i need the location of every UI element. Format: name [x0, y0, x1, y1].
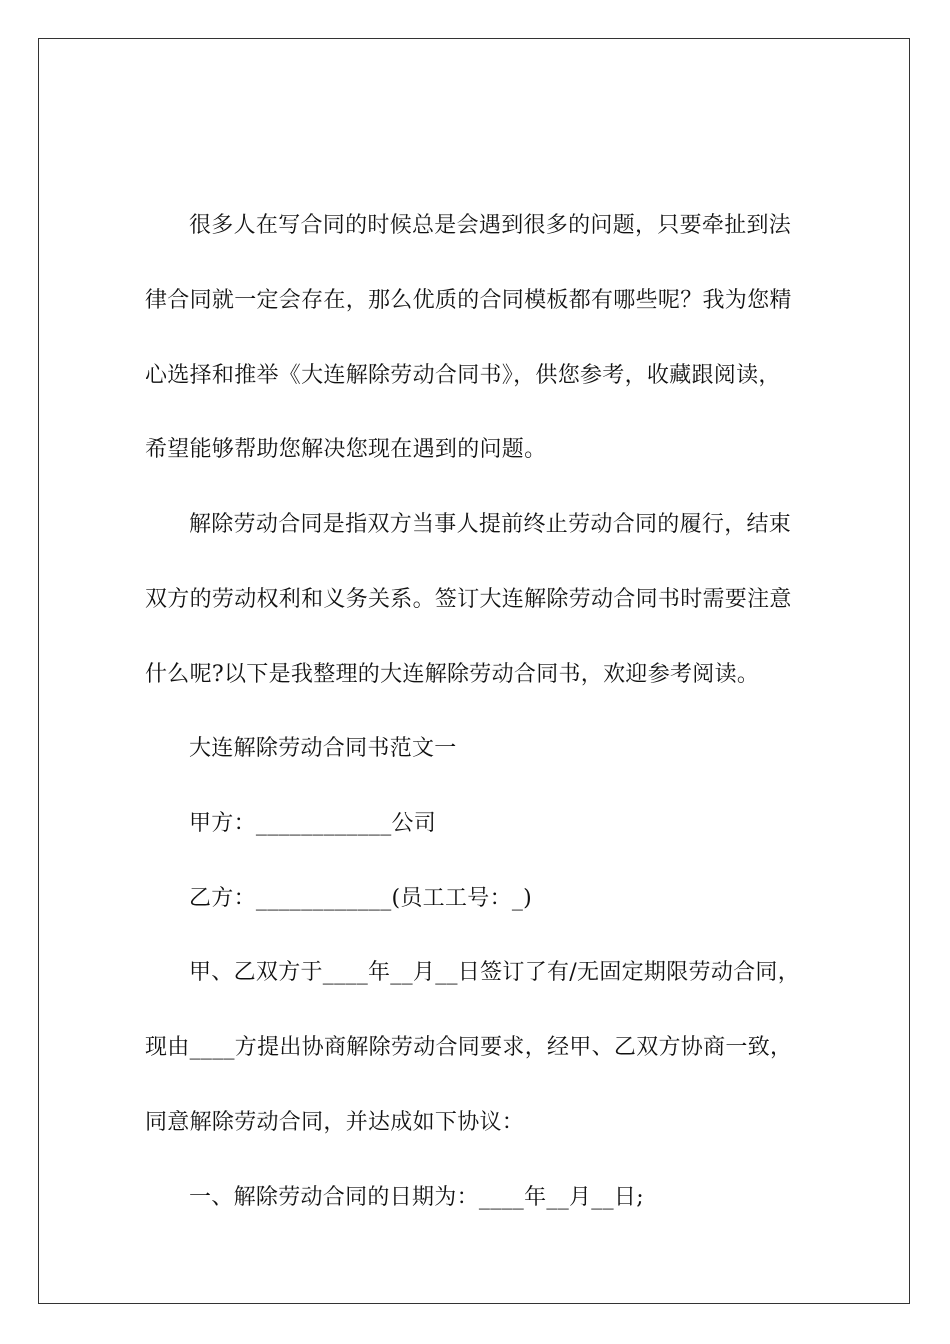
party-a-line: 甲方：____________公司 — [189, 811, 437, 836]
agreement-paragraph-line-3: 同意解除劳动合同，并达成如下协议： — [145, 1110, 525, 1135]
intro-paragraph-line-4: 希望能够帮助您解决您现在遇到的问题。 — [145, 437, 547, 462]
intro-paragraph-line-1: 很多人在写合同的时候总是会遇到很多的问题，只要牵扯到法 — [189, 213, 792, 238]
definition-paragraph-line-2: 双方的劳动权利和义务关系。签订大连解除劳动合同书时需要注意 — [145, 587, 792, 612]
agreement-paragraph-line-1: 甲、乙双方于____年__月__日签订了有/无固定期限劳动合同， — [189, 960, 801, 985]
definition-paragraph-line-3: 什么呢?以下是我整理的大连解除劳动合同书，欢迎参考阅读。 — [145, 662, 760, 687]
intro-paragraph-line-3: 心选择和推举《大连解除劳动合同书》，供您参考，收藏跟阅读， — [145, 363, 781, 388]
definition-paragraph-line-1: 解除劳动合同是指双方当事人提前终止劳动合同的履行，结束 — [189, 512, 792, 537]
intro-paragraph-line-2: 律合同就一定会存在，那么优质的合同模板都有哪些呢？我为您精 — [145, 288, 792, 313]
section-title: 大连解除劳动合同书范文一 — [189, 736, 457, 761]
agreement-paragraph-line-2: 现由____方提出协商解除劳动合同要求，经甲、乙双方协商一致， — [145, 1035, 793, 1060]
clause-1-line: 一、解除劳动合同的日期为：____年__月__日; — [189, 1185, 644, 1210]
party-b-line: 乙方：____________(员工工号：_) — [189, 886, 533, 911]
